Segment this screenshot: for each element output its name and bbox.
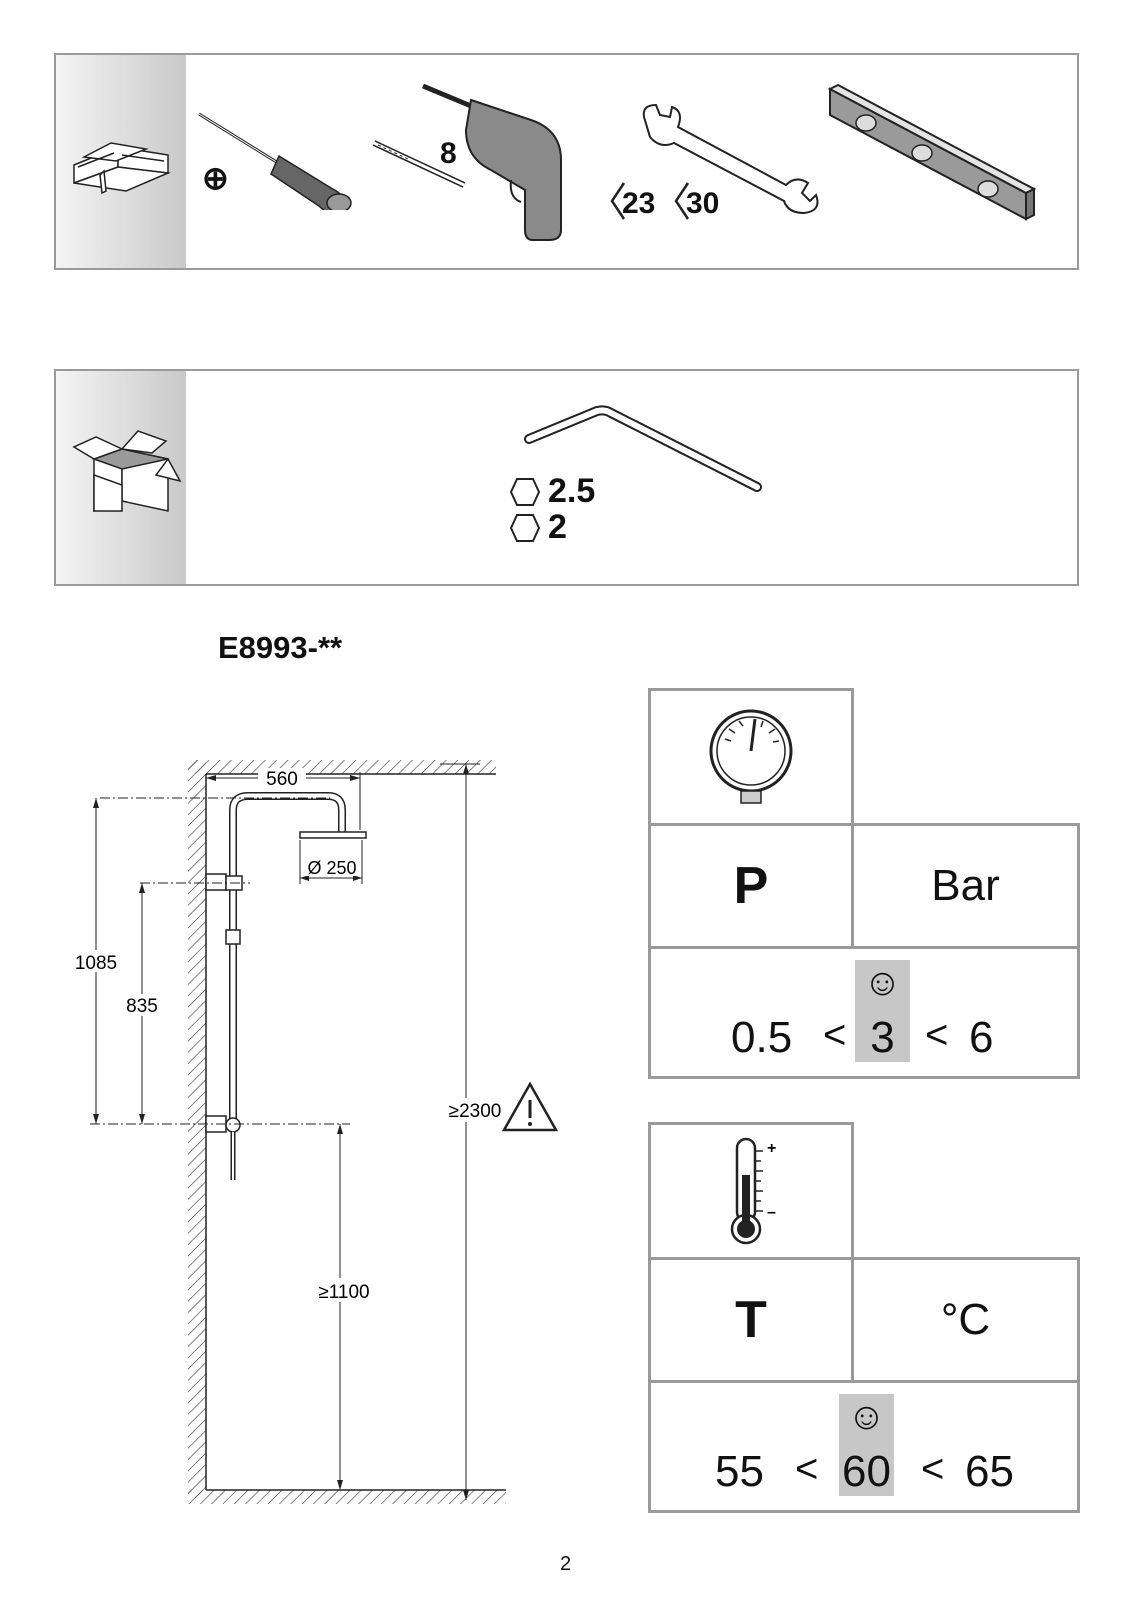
pressure-max: 6	[969, 1013, 994, 1062]
pressure-range-cell	[648, 946, 1080, 1079]
model-code: E8993-**	[218, 630, 343, 665]
svg-text:+: +	[767, 1140, 777, 1157]
temperature-table	[648, 1122, 1080, 1513]
svg-text:–: –	[767, 1204, 776, 1221]
temperature-min: 55	[715, 1447, 764, 1496]
svg-text:835: 835	[126, 996, 158, 1017]
hex-key-size-large: 2.5	[548, 472, 596, 510]
wrench-size-30	[668, 179, 738, 223]
temperature-symbol-cell	[648, 1257, 854, 1383]
pressure-min: 0.5	[731, 1013, 793, 1062]
less-than: <	[925, 1013, 949, 1057]
pressure-symbol: P	[733, 857, 769, 915]
smiley-icon: ☺	[863, 962, 902, 1004]
pressure-unit-cell	[851, 823, 1080, 949]
tools-panel	[54, 53, 1079, 270]
toolbox-side	[56, 55, 186, 268]
pressure-gauge-icon	[651, 691, 851, 823]
pressure-unit: Bar	[931, 861, 1000, 910]
hex-key-size-small: 2	[548, 508, 567, 546]
less-than: <	[795, 1447, 819, 1491]
drill-icon	[421, 80, 591, 265]
page-number: 2	[560, 1553, 572, 1575]
temperature-range-cell	[648, 1380, 1080, 1513]
hex-icon	[509, 477, 541, 507]
svg-text:Ø 250: Ø 250	[307, 858, 357, 878]
svg-text:1085: 1085	[74, 953, 118, 974]
temperature-max: 65	[965, 1447, 1014, 1496]
temperature-recommended: 60	[842, 1447, 891, 1496]
less-than: <	[921, 1447, 945, 1491]
thermometer-icon	[651, 1125, 851, 1257]
svg-text:≥1100: ≥1100	[318, 1282, 370, 1303]
spirit-level-icon	[826, 83, 1036, 233]
svg-text:560: 560	[266, 769, 298, 790]
toolbox-icon	[56, 55, 186, 268]
thermometer-cell	[648, 1122, 854, 1260]
svg-text:≥2300: ≥2300	[448, 1101, 502, 1122]
pressure-symbol-cell	[648, 823, 854, 949]
pressure-recommended: 3	[870, 1013, 895, 1062]
temperature-symbol: T	[735, 1291, 767, 1349]
svg-text:23: 23	[622, 187, 656, 220]
warning-icon	[504, 1084, 556, 1130]
contents-panel	[54, 369, 1079, 586]
gauge-cell	[648, 688, 854, 826]
open-box-icon	[56, 371, 186, 584]
svg-text:30: 30	[686, 187, 720, 220]
wrench-size-23	[604, 179, 674, 223]
smiley-icon: ☺	[847, 1396, 886, 1438]
hex-icon	[509, 513, 541, 543]
box-side	[56, 371, 186, 584]
installation-diagram	[60, 750, 580, 1510]
less-than: <	[823, 1013, 847, 1057]
pressure-table	[648, 688, 1080, 1079]
drill-bit-size: 8	[440, 137, 457, 170]
temperature-unit: °C	[940, 1295, 991, 1344]
temperature-unit-cell	[851, 1257, 1080, 1383]
phillips-symbol: ⊕	[202, 160, 229, 196]
